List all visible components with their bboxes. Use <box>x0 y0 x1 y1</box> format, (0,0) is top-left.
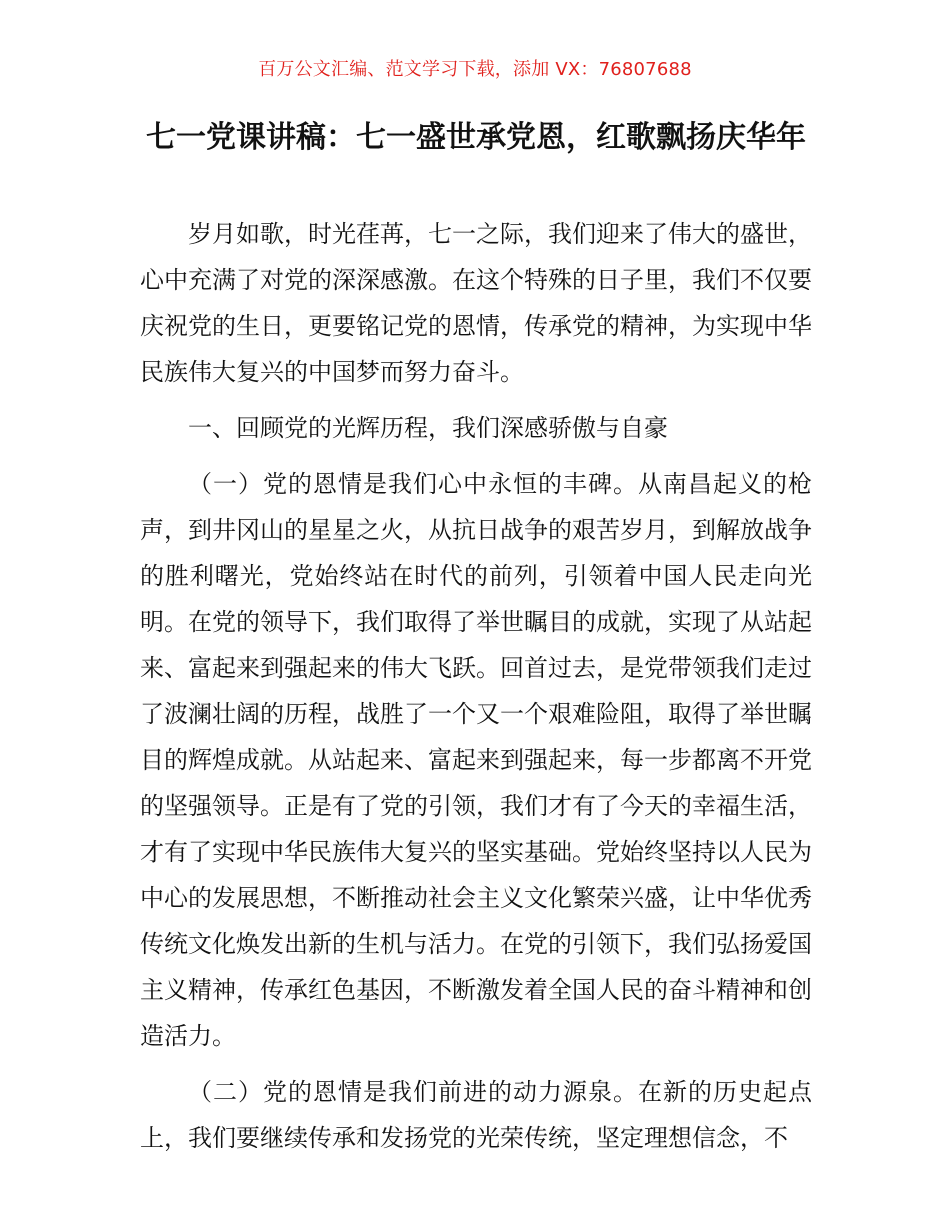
subsection-paragraph-1: （一）党的恩情是我们心中永恒的丰碑。从南昌起义的枪声，到井冈山的星星之火，从抗日战争的艰苦岁月，到解放战争的胜利曙光，党始终站在时代的前列，引领着中国人民走向光明。在党的领导下，我们取得了举世瞩目的成就，实现了从站起来、富起来到强起来的伟大飞跃。回首过去，是党带领我们走过了波澜壮阔的历程，战胜了一个又一个艰难险阻，取得了举世瞩目的辉煌成就。从站起来、富起来到强起来，每一步都离不开党的坚强领导。正是有了党的引领，我们才有了今天的幸福生活，才有了实现中华民族伟大复兴的坚实基础。党始终坚持以人民为中心的发展思想，不断推动社会主义文化繁荣兴盛，让中华优秀传统文化焕发出新的生机与活力。在党的引领下，我们弘扬爱国主义精神，传承红色基因，不断激发着全国人民的奋斗精神和创造活力。 <box>140 470 812 1050</box>
header-watermark-note: 百万公文汇编、范文学习下载，添加 VX：76807688 <box>258 59 692 80</box>
section-heading-1: 一、回顾党的光辉历程，我们深感骄傲与自豪 <box>188 414 668 442</box>
document-body <box>140 211 812 1161</box>
document-title: 七一党课讲稿：七一盛世承党恩，红歌飘扬庆华年 <box>146 120 806 155</box>
intro-paragraph: 岁月如歌，时光荏苒，七一之际，我们迎来了伟大的盛世，心中充满了对党的深深感激。在这个特殊的日子里，我们不仅要庆祝党的生日，更要铭记党的恩情，传承党的精神，为实现中华民族伟大复兴的中国梦而努力奋斗。 <box>140 220 812 386</box>
subsection-paragraph-2: （二）党的恩情是我们前进的动力源泉。在新的历史起点上，我们要继续传承和发扬党的光荣传统，坚定理想信念，不 <box>140 1078 812 1152</box>
